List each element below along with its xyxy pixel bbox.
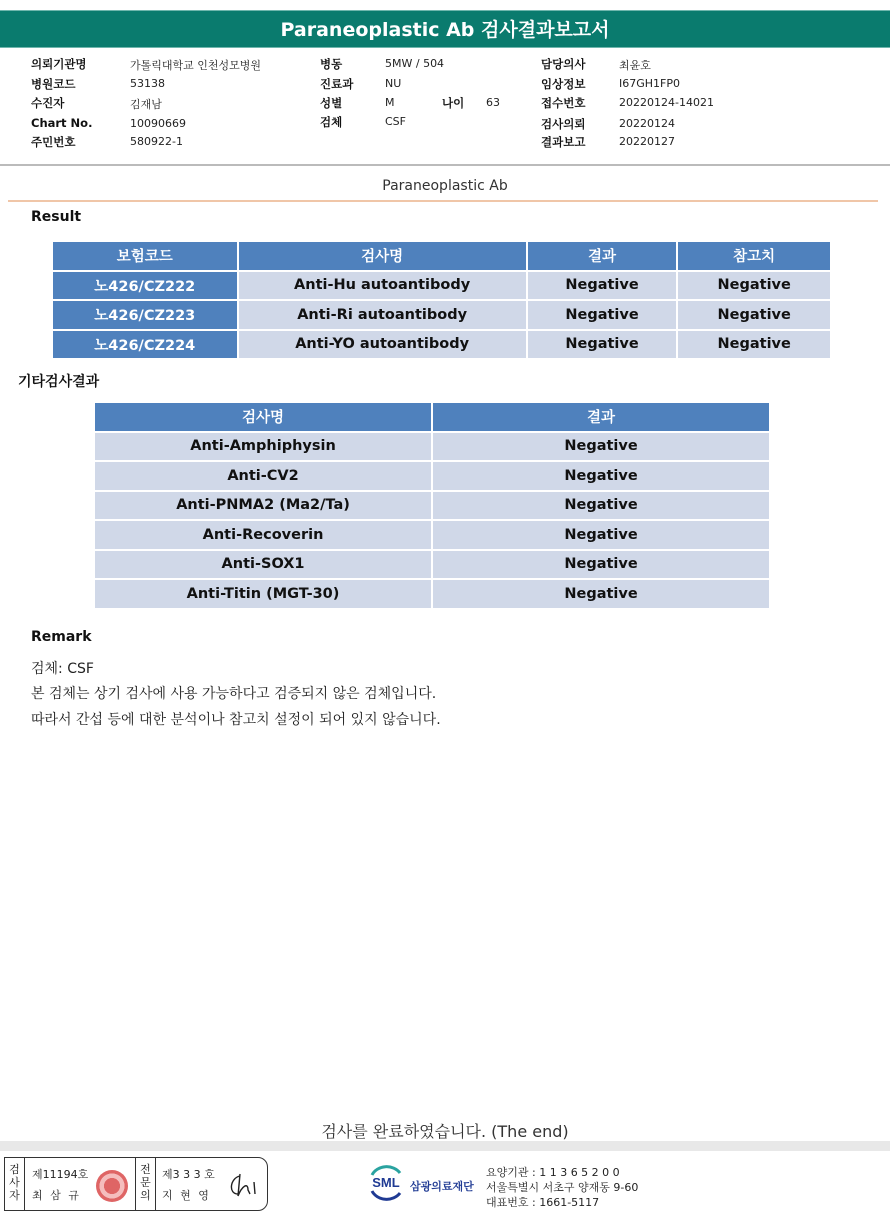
other-results-table bbox=[93, 401, 771, 610]
signature-icon bbox=[226, 1170, 262, 1200]
other-header-row bbox=[94, 402, 770, 432]
header-result: 결과 bbox=[432, 402, 770, 432]
resident-label: 주민번호 bbox=[31, 135, 76, 149]
hospital-code-label: 병원코드 bbox=[31, 77, 76, 91]
table-row bbox=[52, 330, 831, 360]
caption-divider bbox=[8, 200, 878, 202]
table-row bbox=[94, 461, 770, 491]
hospital-label: 의뢰기관명 bbox=[31, 57, 87, 71]
specimen-value: CSF bbox=[385, 115, 406, 128]
patient-value: 김재남 bbox=[130, 98, 162, 111]
test-name: Anti-Hu autoantibody bbox=[238, 271, 527, 301]
table-row bbox=[94, 550, 770, 580]
hospital-code-value: 53138 bbox=[130, 77, 165, 90]
test-result: Negative bbox=[527, 330, 678, 360]
doctor-label-text: 전문의 bbox=[140, 1163, 151, 1202]
ward-label: 병동 bbox=[320, 57, 343, 71]
sml-logo-text: SML bbox=[372, 1175, 400, 1190]
specimen-label: 검체 bbox=[320, 115, 343, 129]
table-row bbox=[94, 432, 770, 462]
test-name: Anti-Amphiphysin bbox=[94, 432, 432, 462]
age-value: 63 bbox=[486, 96, 500, 109]
test-name: Anti-Titin (MGT-30) bbox=[94, 579, 432, 609]
test-name: Anti-CV2 bbox=[94, 461, 432, 491]
report-title: Paraneoplastic Ab 검사결과보고서 bbox=[0, 10, 890, 48]
chart-label: Chart No. bbox=[31, 116, 93, 130]
test-result: Negative bbox=[432, 491, 770, 521]
test-name: Anti-Ri autoantibody bbox=[238, 300, 527, 330]
doctor-label: 담당의사 bbox=[541, 57, 586, 71]
header-reference: 참고치 bbox=[677, 241, 831, 271]
end-divider bbox=[0, 1141, 890, 1151]
doctor-value: 최윤호 bbox=[619, 59, 651, 72]
remark-heading: Remark bbox=[31, 629, 92, 645]
test-name: Anti-PNMA2 (Ma2/Ta) bbox=[94, 491, 432, 521]
age-label: 나이 bbox=[442, 96, 465, 110]
resident-value: 580922-1 bbox=[130, 135, 183, 148]
examiner-number: 제11194호 bbox=[32, 1168, 89, 1181]
reference-value: Negative bbox=[677, 271, 831, 301]
report-value: 20220127 bbox=[619, 135, 675, 148]
examiner-name: 최 삼 규 bbox=[32, 1189, 81, 1202]
sex-value: M bbox=[385, 96, 395, 109]
table-row bbox=[52, 271, 831, 301]
organization-name: 삼광의료재단 bbox=[410, 1180, 474, 1193]
receipt-value: 20220124-14021 bbox=[619, 96, 714, 109]
sex-label: 성별 bbox=[320, 96, 343, 110]
other-results-heading: 기타검사결과 bbox=[18, 374, 100, 390]
institution-code: 요양기관 : 1 1 3 6 5 2 0 0 bbox=[486, 1166, 620, 1179]
reference-value: Negative bbox=[677, 330, 831, 360]
address: 서울특별시 서초구 양재동 9-60 bbox=[486, 1181, 639, 1194]
insurance-code: 노426/CZ224 bbox=[52, 330, 238, 360]
examiner-label-text: 검사자 bbox=[9, 1163, 20, 1202]
remark-line: 따라서 간섭 등에 대한 분석이나 참고치 설정이 되어 있지 않습니다. bbox=[31, 712, 441, 728]
info-divider bbox=[0, 164, 890, 166]
test-result: Negative bbox=[432, 579, 770, 609]
result-heading: Result bbox=[31, 209, 82, 225]
patient-label: 수진자 bbox=[31, 96, 65, 110]
insurance-code: 노426/CZ223 bbox=[52, 300, 238, 330]
test-result: Negative bbox=[527, 300, 678, 330]
header-test-name: 검사명 bbox=[94, 402, 432, 432]
receipt-label: 접수번호 bbox=[541, 96, 586, 110]
doctor-number: 제3 3 3 호 bbox=[162, 1168, 215, 1181]
dept-value: NU bbox=[385, 77, 402, 90]
examiner-label bbox=[5, 1158, 25, 1210]
test-result: Negative bbox=[432, 550, 770, 580]
table-row bbox=[94, 579, 770, 609]
test-result: Negative bbox=[527, 271, 678, 301]
dept-label: 진료과 bbox=[320, 77, 354, 91]
doctor-label bbox=[135, 1158, 156, 1210]
request-label: 검사의뢰 bbox=[541, 117, 586, 131]
doctor-name: 지 현 영 bbox=[162, 1189, 211, 1202]
request-value: 20220124 bbox=[619, 117, 675, 130]
section-caption: Paraneoplastic Ab bbox=[382, 178, 508, 194]
header-code: 보험코드 bbox=[52, 241, 238, 271]
end-message: 검사를 완료하였습니다. (The end) bbox=[321, 1122, 569, 1141]
header-test-name: 검사명 bbox=[238, 241, 527, 271]
test-result: Negative bbox=[432, 520, 770, 550]
table-row bbox=[94, 520, 770, 550]
clinical-value: I67GH1FP0 bbox=[619, 77, 680, 90]
sml-logo-icon bbox=[366, 1163, 406, 1201]
phone: 대표번호 : 1661-5117 bbox=[486, 1196, 600, 1209]
report-label: 결과보고 bbox=[541, 135, 586, 149]
insurance-code: 노426/CZ222 bbox=[52, 271, 238, 301]
hospital-value: 가톨릭대학교 인천성모병원 bbox=[130, 59, 262, 72]
remark-line: 검체: CSF bbox=[31, 661, 94, 677]
reference-value: Negative bbox=[677, 300, 831, 330]
clinical-label: 임상정보 bbox=[541, 77, 586, 91]
ward-value: 5MW / 504 bbox=[385, 57, 445, 70]
test-name: Anti-SOX1 bbox=[94, 550, 432, 580]
table-row bbox=[52, 300, 831, 330]
header-result: 결과 bbox=[527, 241, 678, 271]
test-name: Anti-Recoverin bbox=[94, 520, 432, 550]
test-result: Negative bbox=[432, 461, 770, 491]
test-result: Negative bbox=[432, 432, 770, 462]
seal-stamp-icon bbox=[96, 1170, 128, 1202]
patient-info bbox=[0, 56, 890, 166]
test-name: Anti-YO autoantibody bbox=[238, 330, 527, 360]
result-header-row bbox=[52, 241, 831, 271]
result-table bbox=[51, 240, 832, 360]
table-row bbox=[94, 491, 770, 521]
remark-line: 본 검체는 상기 검사에 사용 가능하다고 검증되지 않은 검체입니다. bbox=[31, 686, 437, 702]
chart-value: 10090669 bbox=[130, 117, 186, 130]
